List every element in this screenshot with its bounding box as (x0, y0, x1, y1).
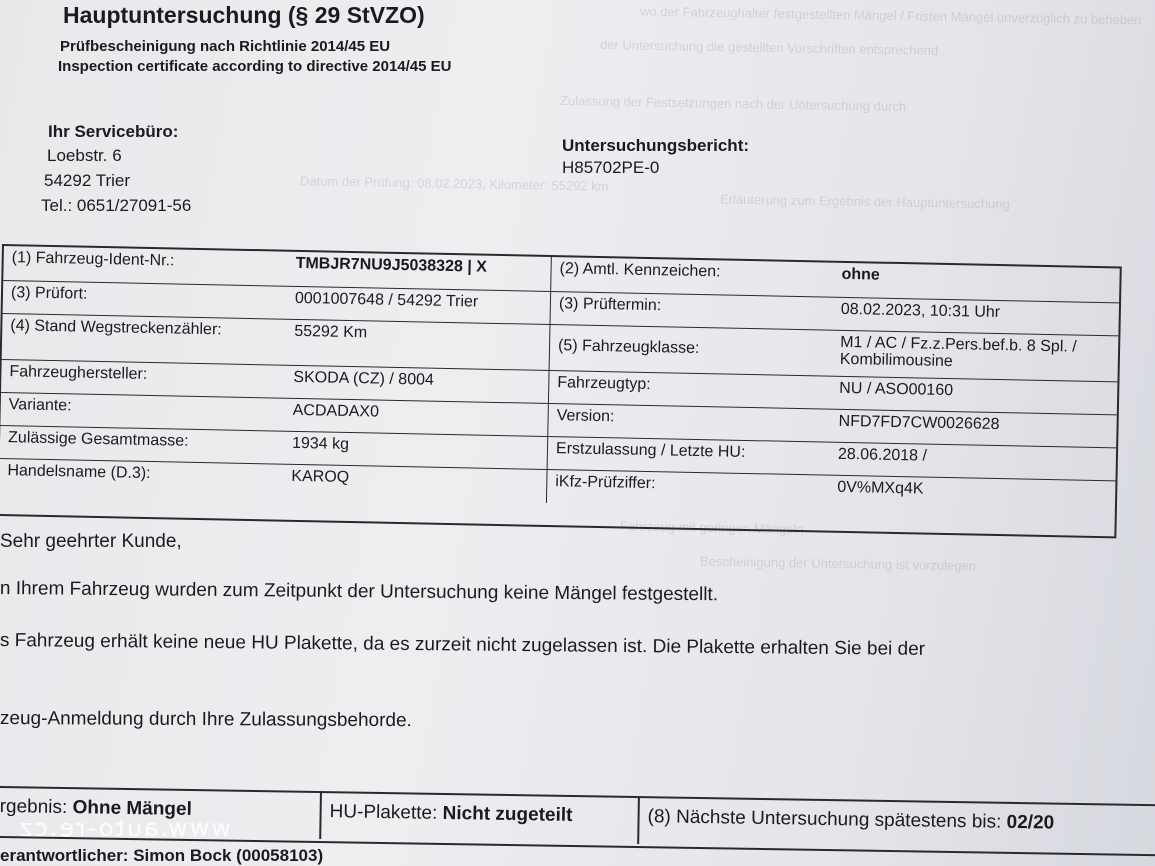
vehicle-data-table (0, 244, 1122, 538)
service-office-street: Loebstr. 6 (47, 146, 122, 165)
subtitle-german: Prüfbescheinigung nach Richtlinie 2014/45 EU (60, 38, 391, 55)
document-title: Hauptuntersuchung (§ 29 StVZO) (63, 2, 425, 28)
responsible-person: erantwortlicher: Simon Bock (00058103) (0, 846, 324, 865)
odometer-value: 55292 Km (272, 319, 551, 370)
field-label: Variante: (8, 396, 72, 415)
cell-divider (637, 798, 640, 844)
report-number: H85702PE-0 (562, 158, 660, 177)
field-label: Zulässige Gesamtmasse: (7, 429, 189, 450)
field-label: (4) Stand Wegstreckenzähler: (10, 317, 222, 339)
field-value: SKODA (CZ) / 8004 (271, 365, 550, 403)
field-value: 1934 kg (270, 431, 549, 469)
field-label: Erstzulassung / Letzte HU: (555, 440, 746, 461)
letter-line-1: n Ihrem Fahrzeug wurden zum Zeitpunkt der Untersuchung keine Mängel festgestellt. (0, 578, 719, 606)
plakette-label: HU-Plakette: (329, 801, 438, 824)
vin-value: TMBJR7NU9J5038328 | X (273, 251, 552, 291)
field-label: (5) Fahrzeugklasse: (557, 337, 700, 358)
field-label: (3) Prüftermin: (558, 295, 662, 315)
field-value: 08.02.2023, 10:31 Uhr (840, 300, 1001, 322)
next-inspection-cell (647, 806, 1054, 834)
result-value: Ohne Mängel (72, 797, 193, 821)
next-inspection-value: 02/20 (1006, 811, 1055, 834)
field-label: (3) Prüfort: (10, 284, 88, 303)
field-label: iKfz-Prüfziffer: (555, 473, 656, 493)
service-office-heading: Ihr Servicebüro: (48, 122, 179, 141)
vehicle-class-value (832, 331, 1119, 382)
subtitle-english: Inspection certificate according to directive 2014/45 EU (58, 58, 452, 75)
plakette-value: Nicht zugeteilt (442, 802, 573, 826)
vehicle-class-line1: M1 / AC / Fz.z.Pers.bef.b. 8 Spl. / (840, 333, 1077, 356)
service-office-city: 54292 Trier (44, 171, 130, 190)
field-value: 28.06.2018 / (837, 445, 928, 465)
field-label: Fahrzeughersteller: (9, 363, 148, 383)
field-label: (1) Fahrzeug-Ident-Nr.: (11, 249, 175, 270)
field-value: 0V%MXq4K (837, 478, 924, 498)
report-heading: Untersuchungsbericht: (562, 136, 750, 155)
letter-line-3: zeug-Anmeldung durch Ihre Zulassungsbehorde. (0, 708, 412, 732)
vehicle-class-line2: Kombilimousine (839, 350, 953, 371)
plate-value: ohne (841, 265, 880, 284)
next-inspection-label: (8) Nächste Untersuchung spätestens bis: (647, 806, 1002, 833)
plakette-cell (329, 801, 572, 827)
field-value: NFD7FD7CW0026628 (838, 412, 1000, 434)
field-label: Handelsname (D.3): (7, 462, 151, 483)
field-label: Version: (556, 407, 615, 426)
letter-line-2: s Fahrzeug erhält keine neue HU Plakette, da es zurzeit nicht zugelassen ist. Die Plakette erhalten Sie bei der (0, 630, 926, 660)
field-value: 0001007648 / 54292 Trier (273, 286, 552, 324)
field-label: (2) Amtl. Kennzeichen: (559, 260, 721, 281)
field-value: KAROQ (269, 464, 548, 503)
field-value: NU / ASO00160 (839, 379, 954, 400)
watermark-text: www.auto-re.cz (18, 814, 231, 842)
field-label: Fahrzeugtyp: (557, 374, 651, 394)
letter-salutation: Sehr geehrter Kunde, (0, 531, 182, 552)
result-label: rgebnis: (0, 795, 68, 819)
field-value: ACDADAX0 (270, 398, 549, 436)
cell-divider (319, 793, 322, 839)
service-office-phone: Tel.: 0651/27091-56 (41, 196, 192, 215)
